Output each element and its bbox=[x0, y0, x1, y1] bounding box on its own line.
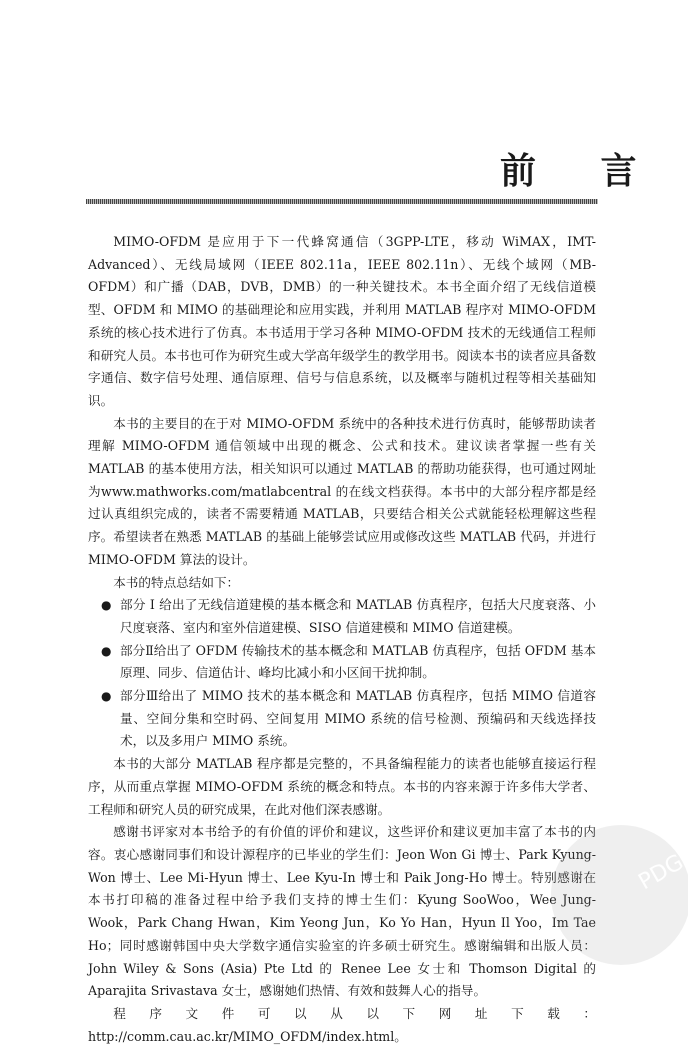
paragraph-download: 程序文件可以从以下网址下载：http://comm.cau.ac.kr/MIMO_OFDM/index.html。 bbox=[88, 1005, 596, 1044]
list-item-text: 部分Ⅲ给出了 MIMO 技术的基本概念和 MATLAB 仿真程序，包括 MIMO 信道容量、空间分集和空时码、空间复用 MIMO 系统的信号检测、预编码和天线选择技术，以及多用户 MIMO 系统。 bbox=[120, 688, 596, 749]
title-rule bbox=[86, 199, 598, 204]
paragraph-features-lead: 本书的特点总结如下： bbox=[113, 574, 240, 590]
list-item-text: 部分Ⅱ给出了 OFDM 传输技术的基本概念和 MATLAB 仿真程序，包括 OFDM 基本原理、同步、信道估计、峰均比减小和小区间干扰抑制。 bbox=[120, 642, 596, 681]
bullet-icon: ● bbox=[101, 643, 112, 658]
list-item bbox=[101, 640, 596, 685]
page-title: 前 言 bbox=[500, 151, 663, 192]
list-item bbox=[101, 594, 596, 639]
bullet-icon: ● bbox=[101, 689, 112, 704]
bullet-icon: ● bbox=[101, 598, 112, 613]
watermark-text: PDG bbox=[634, 849, 688, 896]
watermark-logo-icon bbox=[546, 820, 688, 970]
paragraph-programs: 本书的大部分 MATLAB 程序都是完整的，不具备编程能力的读者也能够直接运行程序，从而重点掌握 MIMO-OFDM 系统的概念和特点。本书的内容来源于许多伟大学者、工程师和研究人员的研究成果，在此对他们深表感谢。 bbox=[88, 756, 596, 817]
paragraph-acknowledgements: 感谢书评家对本书给予的有价值的评价和建议，这些评价和建议更加丰富了本书的内容。衷心感谢同事们和设计源程序的已毕业的学生们：Jeon Won Gi 博士、Park Kyung-Won 博士、Lee Mi-Hyun 博士、Lee Kyu-In 博士和 Paik Jong-Ho 博士。特别感谢在本书打印稿的准备过程中给予我们支持的博士生们：Kyung SooWoo，Wee Jung-Wook，Park Chang Hwan，Kim Yeong Jun，Ko Yo Han，Hyun Il Yoo，Im Tae Ho；同时感谢韩国中央大学数字通信实验室的许多硕士研究生。感谢编辑和出版人员：John Wiley & Sons (Asia) Pte Ltd 的 Renee Lee 女士和 Thomson Digital 的 Aparajita Srivastava 女士，感谢她们热情、有效和鼓舞人心的指导。 bbox=[88, 824, 596, 999]
list-item-text: 部分 I 给出了无线信道建模的基本概念和 MATLAB 仿真程序，包括大尺度衰落、小尺度衰落、室内和室外信道建模、SISO 信道建模和 MIMO 信道建模。 bbox=[120, 597, 596, 635]
paragraph-intro: MIMO-OFDM 是应用于下一代蜂窝通信（3GPP-LTE，移动 WiMAX，IMT-Advanced）、无线局域网（IEEE 802.11a，IEEE 802.11n）、无线个域网（MB-OFDM）和广播（DAB，DVB，DMB）的一种关键技术。本书全面介绍了无线信道模型、OFDM 和 MIMO 的基础理论和应用实践，并利用 MATLAB 程序对 MIMO-OFDM 系统的核心技术进行了仿真。本书适用于学习各种 MIMO-OFDM 技术的无线通信工程师和研究人员。本书也可作为研究生或大学高年级学生的教学用书。阅读本书的读者应具备数字通信、数字信号处理、通信原理、信号与信息系统，以及概率与随机过程等相关基础知识。 bbox=[88, 234, 596, 408]
paragraph-purpose: 本书的主要目的在于对 MIMO-OFDM 系统中的各种技术进行仿真时，能够帮助读者理解 MIMO-OFDM 通信领域中出现的概念、公式和技术。建议读者掌握一些有关 MATLAB 的基本使用方法，相关知识可以通过 MATLAB 的帮助功能获得，也可通过网址为www.mathworks.com/matlabcentral 的在线文档获得。本书中的大部分程序都是经过认真组织完成的，读者不需要精通 MATLAB，只要结合相关公式就能轻松理解这些程序。希望读者在熟悉 MATLAB 的基础上能够尝试应用或修改这些 MATLAB 代码，并进行 MIMO-OFDM 算法的设计。 bbox=[88, 415, 596, 567]
feature-list bbox=[88, 594, 596, 753]
list-item bbox=[101, 685, 596, 753]
preface-body bbox=[88, 231, 596, 1048]
